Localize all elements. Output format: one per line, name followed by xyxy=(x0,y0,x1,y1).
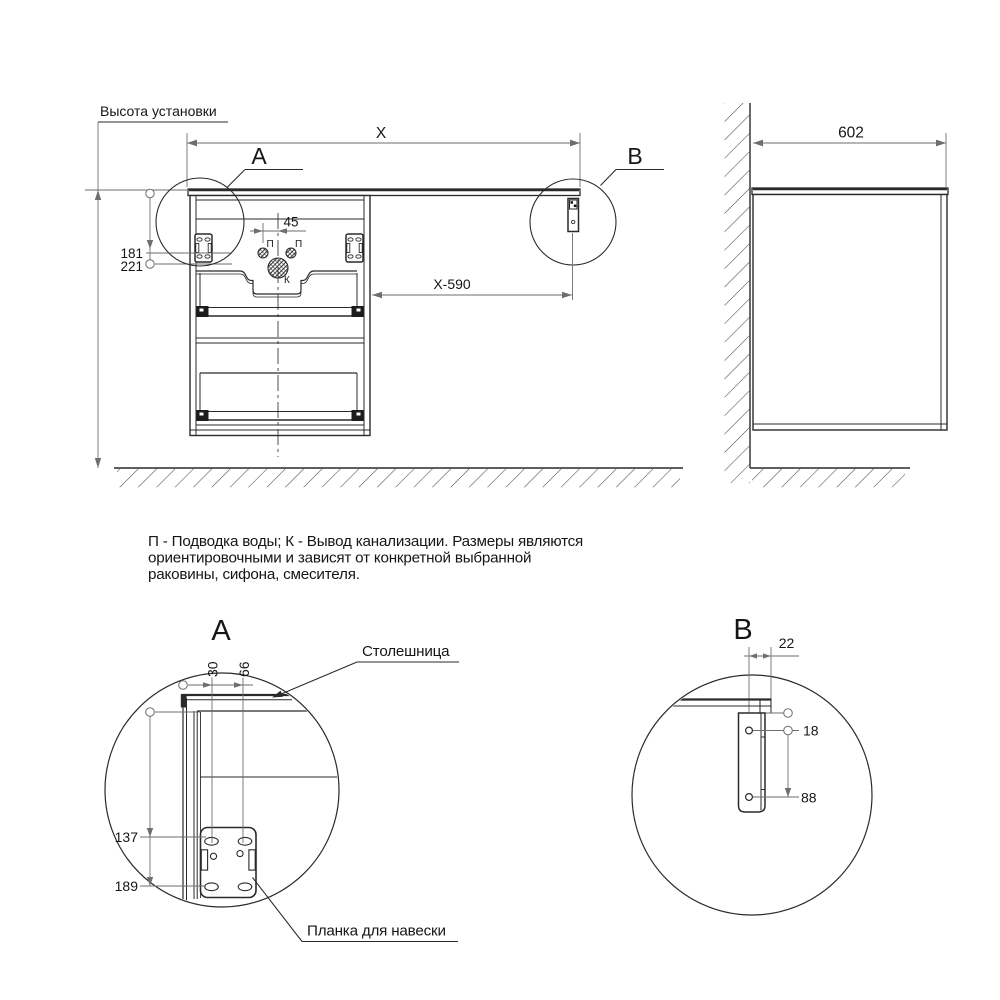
front-view xyxy=(85,103,683,487)
note-text xyxy=(148,533,583,583)
dim-66-label: 66 xyxy=(236,661,252,677)
floor-hatching-front xyxy=(114,468,683,487)
dim-602-label: 602 xyxy=(838,124,864,142)
mounting-plate-left xyxy=(195,234,212,262)
hanging-strip-plate xyxy=(201,828,257,898)
dimension-x-590 xyxy=(372,233,573,300)
installation-height-label: Высота установки xyxy=(100,103,217,119)
detail-a-title: A xyxy=(211,615,231,647)
countertop-edge-band xyxy=(181,694,187,708)
hanging-strip-label: Планка для навески xyxy=(307,922,446,940)
side-view xyxy=(725,103,949,487)
dim-45-label: 45 xyxy=(283,214,299,230)
countertop-label: Столешница xyxy=(362,643,450,660)
mounting-plate-right xyxy=(346,234,363,262)
wall-hatching xyxy=(725,103,751,483)
callout-a-label: A xyxy=(251,143,267,169)
note-line-3: раковины, сифона, смесителя. xyxy=(148,566,360,583)
dim-221-label: 221 xyxy=(120,259,143,274)
dim-137-label: 137 xyxy=(114,829,138,845)
dim-x-label: X xyxy=(375,125,387,142)
detail-b xyxy=(632,614,872,915)
detail-b-title: B xyxy=(733,614,753,646)
callout-b xyxy=(530,143,664,265)
dimension-30-66 xyxy=(179,661,253,843)
dim-189-label: 189 xyxy=(114,878,138,894)
detail-a xyxy=(105,615,459,942)
side-bracket-front xyxy=(568,199,579,232)
detail-b-geometry xyxy=(672,698,771,812)
dim-30-label: 30 xyxy=(204,661,221,677)
dimension-602 xyxy=(753,125,946,188)
dim-x-590-label: X-590 xyxy=(433,276,471,292)
hanging-strip-callout xyxy=(253,878,459,942)
countertop-callout xyxy=(272,643,459,698)
callout-b-label: B xyxy=(627,143,643,169)
note-line-1: П - Подводка воды; К - Вывод канализации. Размеры являются xyxy=(148,533,584,550)
dimension-137-189 xyxy=(115,708,206,894)
dim-22-label: 22 xyxy=(778,635,795,651)
detail-a-geometry xyxy=(181,694,339,901)
symbol-p-right-label: П xyxy=(295,239,303,250)
note-line-2: ориентировочными и зависят от конкретной выбранной xyxy=(148,549,532,567)
dim-18-label: 18 xyxy=(803,722,819,739)
dim-88-label: 88 xyxy=(801,789,817,806)
symbol-k-label: К xyxy=(284,275,290,286)
dimension-x xyxy=(187,125,580,187)
countertop-front xyxy=(188,189,580,196)
dim-181-label: 181 xyxy=(120,246,143,261)
symbol-p-left-label: П xyxy=(266,239,274,250)
floor-hatching-side xyxy=(750,468,910,487)
countertop-side xyxy=(752,188,948,195)
cabinet-side xyxy=(753,195,947,431)
